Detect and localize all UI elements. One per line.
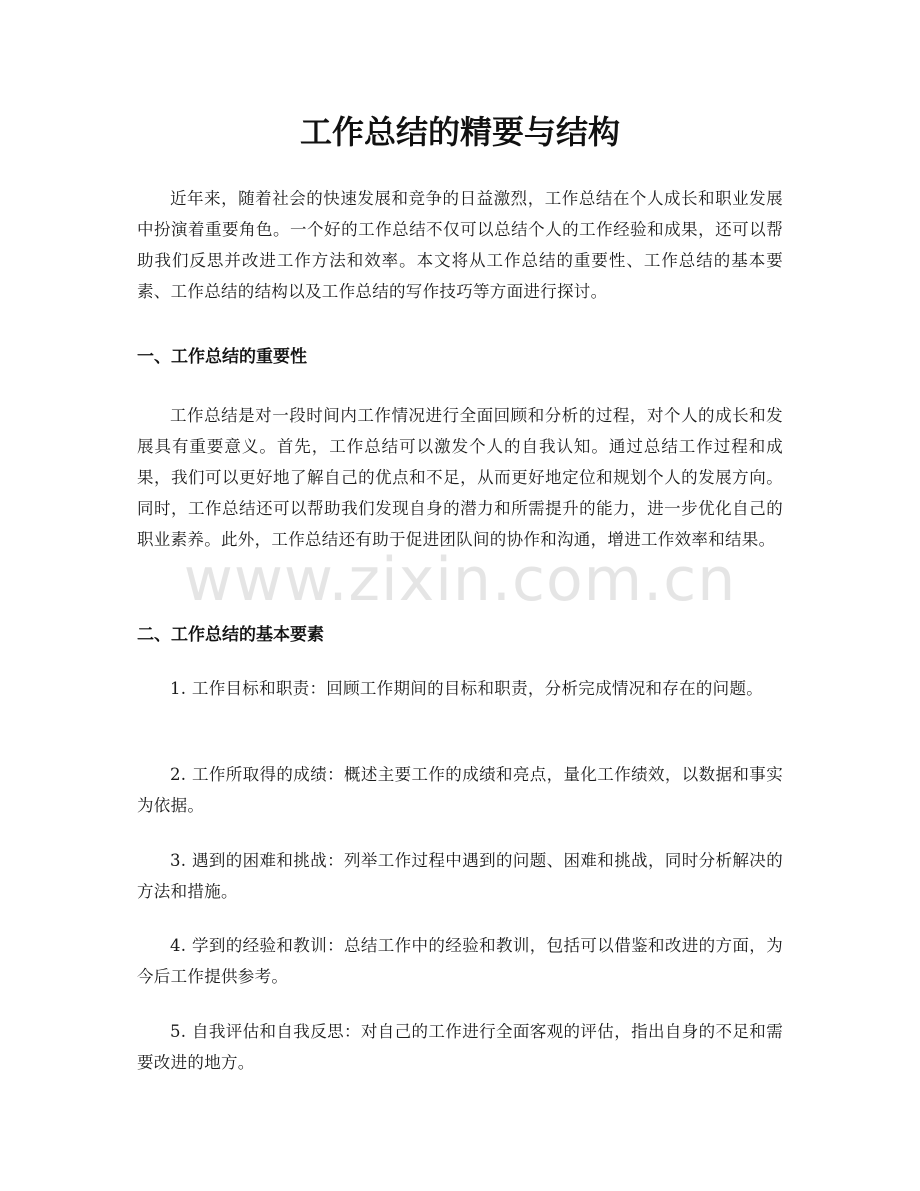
page-title: 工作总结的精要与结构 <box>299 113 620 151</box>
list-item-5: 5. 自我评估和自我反思：对自己的工作进行全面客观的评估，指出自身的不足和需要改进的地方。 <box>137 1022 783 1072</box>
list-item-1: 1. 工作目标和职责：回顾工作期间的目标和职责，分析完成情况和存在的问题。 <box>170 679 764 698</box>
section-heading-importance: 一、工作总结的重要性 <box>137 347 307 367</box>
list-item-4: 4. 学到的经验和教训：总结工作中的经验和教训，包括可以借鉴和改进的方面，为今后工作提供参考。 <box>137 936 783 986</box>
watermark: www.zixin.com.cn <box>183 545 737 615</box>
list-item-2: 2. 工作所取得的成绩：概述主要工作的成绩和亮点，量化工作绩效，以数据和事实为依据。 <box>137 765 783 815</box>
intro-paragraph: 近年来，随着社会的快速发展和竞争的日益激烈，工作总结在个人成长和职业发展中扮演着重要角色。一个好的工作总结不仅可以总结个人的工作经验和成果，还可以帮助我们反思并改进工作方法和效率。本文将从工作总结的重要性、工作总结的基本要素、工作总结的结构以及工作总结的写作技巧等方面进行探讨。 <box>137 189 783 301</box>
list-item-3: 3. 遇到的困难和挑战：列举工作过程中遇到的问题、困难和挑战，同时分析解决的方法和措施。 <box>137 851 783 901</box>
section-heading-elements: 二、工作总结的基本要素 <box>137 625 324 645</box>
importance-paragraph: 工作总结是对一段时间内工作情况进行全面回顾和分析的过程，对个人的成长和发展具有重要意义。首先，工作总结可以激发个人的自我认知。通过总结工作过程和成果，我们可以更好地了解自己的优点和不足，从而更好地定位和规划个人的发展方向。同时，工作总结还可以帮助我们发现自身的潜力和所需提升的能力，进一步优化自己的职业素养。此外，工作总结还有助于促进团队间的协作和沟通，增进工作效率和结果。 <box>137 406 783 549</box>
